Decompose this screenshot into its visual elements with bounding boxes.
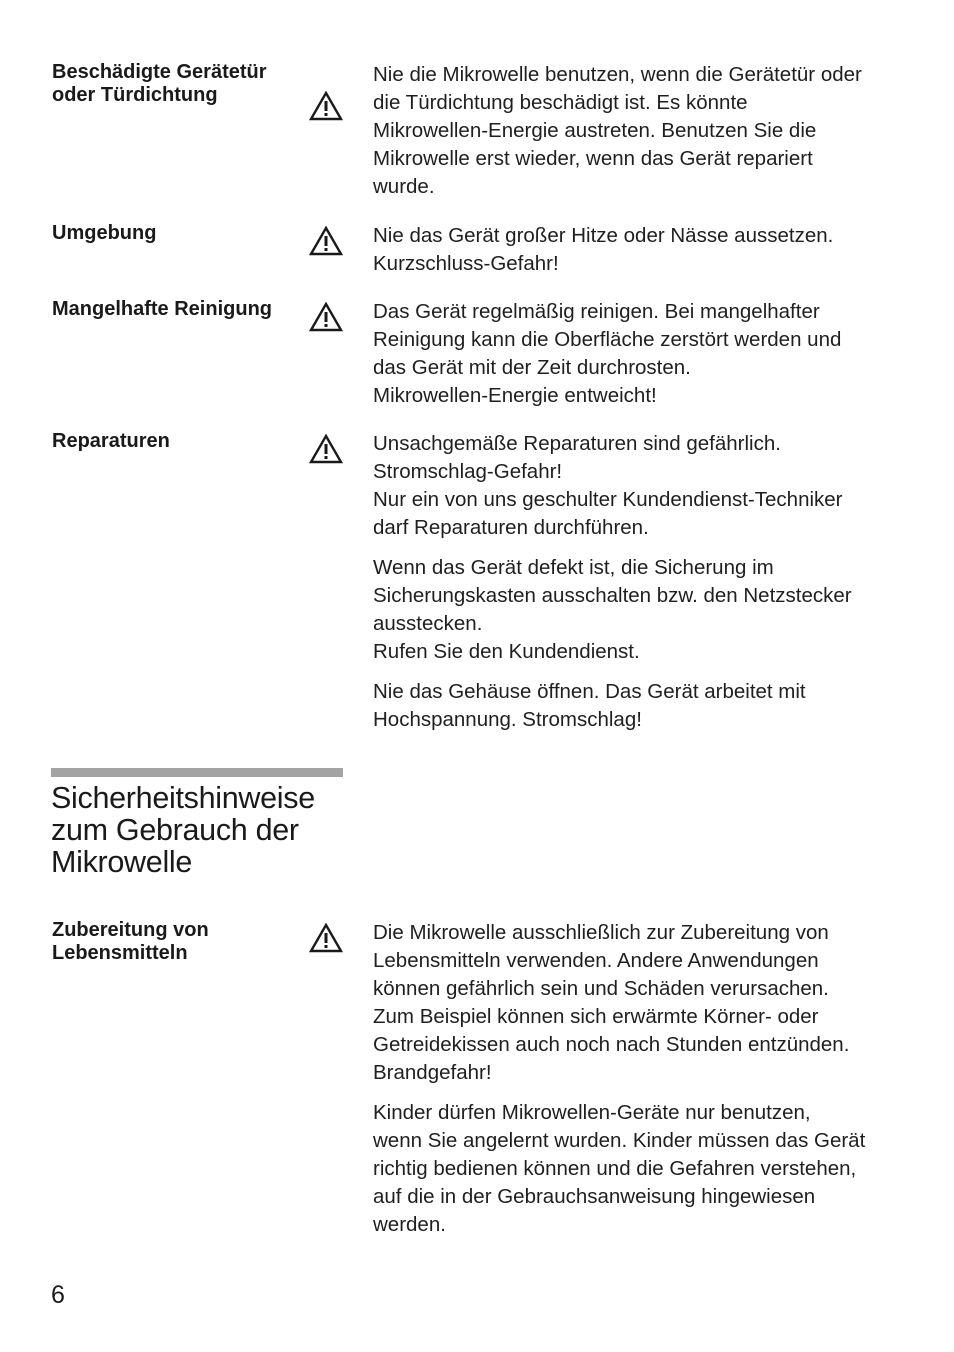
entry-text	[373, 61, 918, 213]
entry-label: Umgebung	[52, 222, 157, 244]
paragraph: Das Gerät regelmäßig reinigen. Bei mangelhafter Reinigung kann die Oberfläche zerstört werden und das Gerät mit der Zeit durchrosten. Mikrowellen-Energie entweicht!	[373, 300, 842, 407]
paragraph: Unsachgemäße Reparaturen sind gefährlich. Stromschlag-Gefahr! Nur ein von uns geschulter Kundendienst-Techniker darf Reparaturen durchführen.	[373, 432, 843, 539]
entry-text	[373, 919, 918, 1251]
page-number: 6	[51, 1281, 65, 1309]
warning-triangle-icon	[309, 226, 343, 256]
paragraph: Nie das Gerät großer Hitze oder Nässe aussetzen. Kurzschluss-Gefahr!	[373, 224, 834, 275]
warning-triangle-icon	[309, 91, 343, 121]
entry-text	[373, 298, 918, 422]
warning-triangle-icon	[309, 302, 343, 332]
paragraph: Wenn das Gerät defekt ist, die Sicherung im Sicherungskasten ausschalten bzw. den Netzstecker ausstecken. Rufen Sie den Kundendienst.	[373, 556, 852, 663]
paragraph: Nie die Mikrowelle benutzen, wenn die Gerätetür oder die Türdichtung beschädigt ist. Es könnte Mikrowellen-Energie austreten. Benutzen Sie die Mikrowelle erst wieder, wenn das Gerät repariert wurde.	[373, 63, 862, 198]
paragraph: Die Mikrowelle ausschließlich zur Zubereitung von Lebensmitteln verwenden. Andere Anwendungen können gefährlich sein und Schäden verursachen. Zum Beispiel können sich erwärmte Körner- oder Getreidekissen auch noch nach Stunden entzünden. Brandgefahr!	[373, 921, 850, 1084]
warning-triangle-icon	[309, 923, 343, 953]
entry-label: Mangelhafte Reinigung	[52, 298, 272, 320]
entry-label: Beschädigte Gerätetür oder Türdichtung	[52, 61, 267, 106]
entry-text	[373, 222, 918, 290]
entry-text	[373, 430, 918, 746]
paragraph: Kinder dürfen Mikrowellen-Geräte nur benutzen, wenn Sie angelernt wurden. Kinder müssen das Gerät richtig bedienen können und die Gefahren verstehen, auf die in der Gebrauchsanweisung hingewiesen werden.	[373, 1101, 866, 1236]
warning-triangle-icon	[309, 434, 343, 464]
entry-label: Zubereitung von Lebensmitteln	[52, 919, 209, 964]
section-divider	[51, 768, 343, 777]
paragraph: Nie das Gehäuse öffnen. Das Gerät arbeitet mit Hochspannung. Stromschlag!	[373, 680, 806, 731]
section-heading: Sicherheitshinweise zum Gebrauch der Mikrowelle	[51, 781, 315, 879]
entry-label: Reparaturen	[52, 430, 170, 452]
